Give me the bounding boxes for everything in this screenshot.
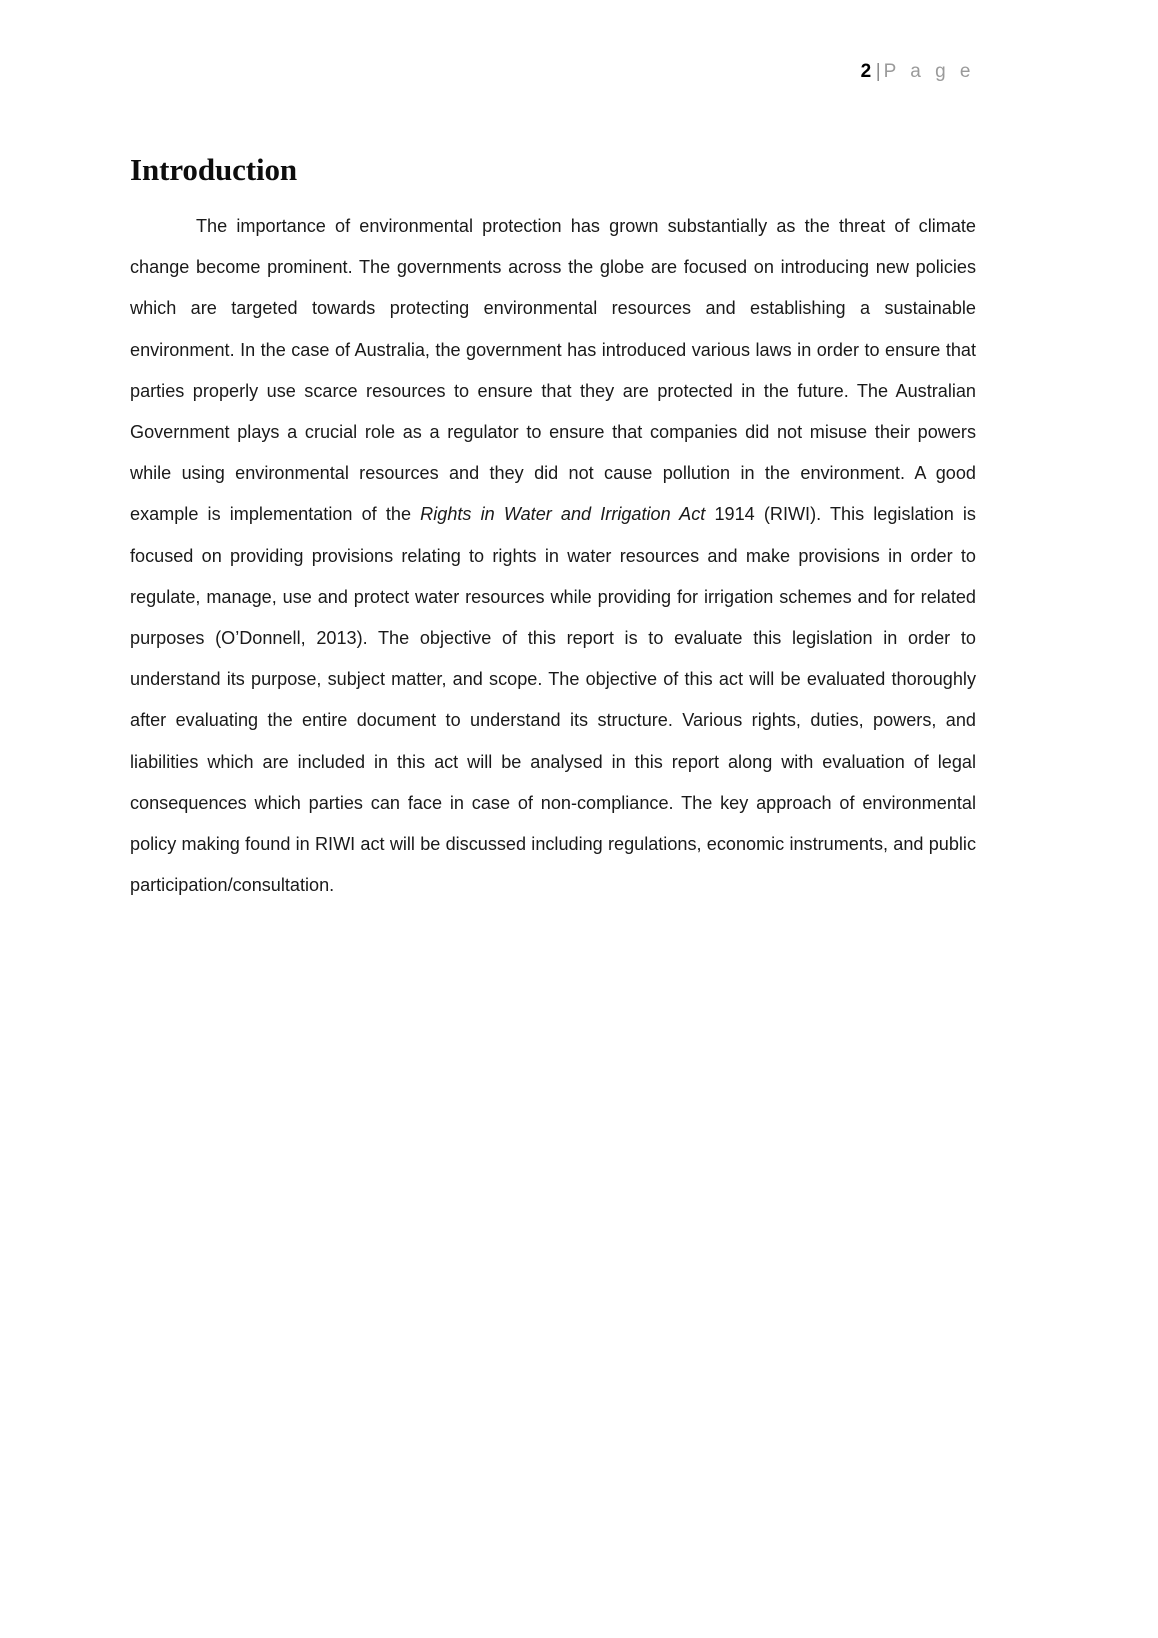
paragraph-text-part-2: 1914 (RIWI). This legislation is focused on providing provisions relating to rights in water resources and make provisions in order to regulate, manage, use and protect water resources while providing for irrigation schemes and for related purposes (O’Donnell, 2013). The objective of this report is to evaluate this legislation in order to understand its purpose, subject matter, and scope. The objective of this act will be evaluated thoroughly after evaluating the entire document to understand its structure. Various rights, duties, powers, and liabilities which are included in this act will be analysed in this report along with evaluation of legal consequences which parties can face in case of non-compliance. The key approach of environmental policy making found in RIWI act will be discussed including regulations, economic instruments, and public participation/consultation. xyxy=(130,504,976,896)
legislation-title-italic: Rights in Water and Irrigation Act xyxy=(420,504,706,525)
section-heading-introduction: Introduction xyxy=(130,152,298,187)
body-content xyxy=(130,206,976,948)
page-header-separator: | xyxy=(875,61,881,82)
paragraph-text-part-1: The importance of environmental protection has grown substantially as the threat of climate change become prominent. The governments across the globe are focused on introducing new policies which are targeted towards protecting environmental resources and establishing a sustainable environment. In the case of Australia, the government has introduced various laws in order to ensure that parties properly use scarce resources to ensure that they are protected in the future. The Australian Government plays a crucial role as a regulator to ensure that companies did not misuse their powers while using environmental resources and they did not cause pollution in the environment. A good example is implementation of the xyxy=(130,216,976,525)
page-header xyxy=(130,62,975,81)
introduction-paragraph xyxy=(130,206,976,948)
page-header-label: P a g e xyxy=(883,61,975,82)
page-number: 2 xyxy=(860,61,872,82)
